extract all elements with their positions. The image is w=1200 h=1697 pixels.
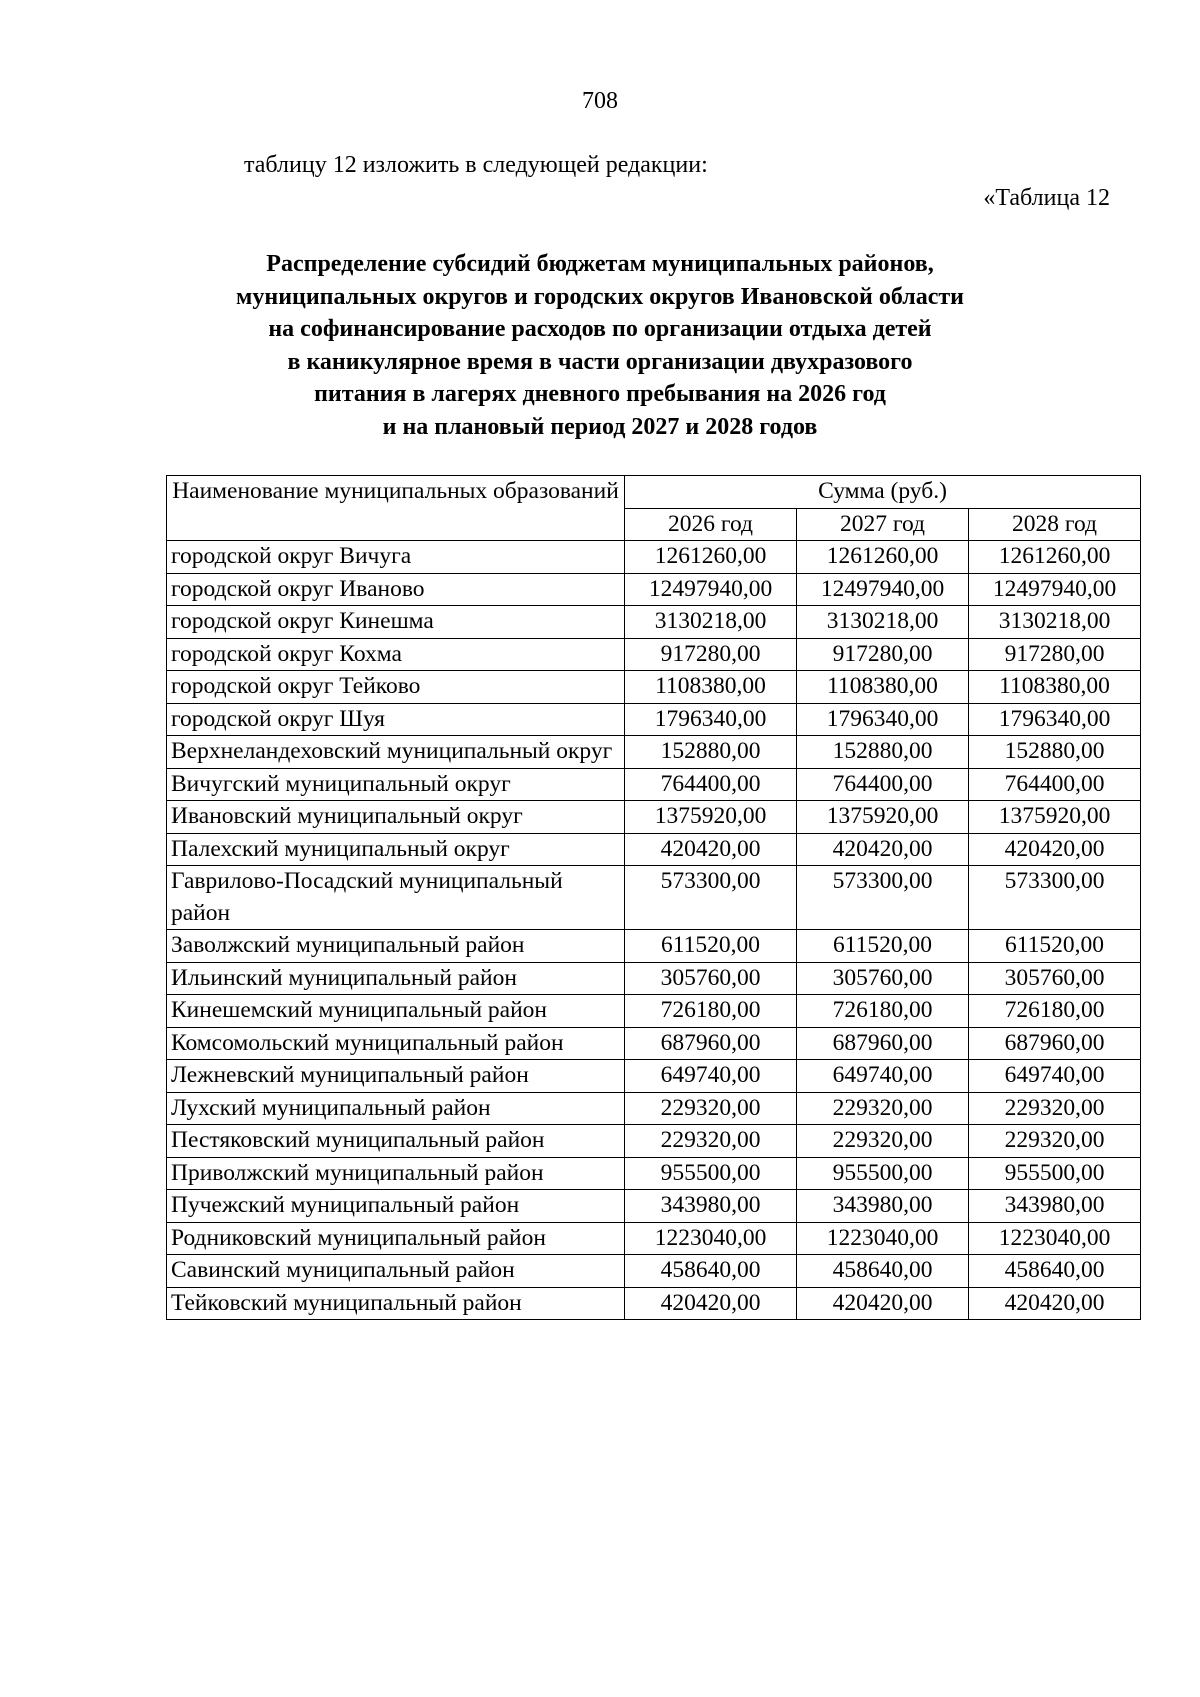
amount-2026: 12497940,00 bbox=[625, 573, 797, 606]
subsidy-table bbox=[166, 475, 1141, 1320]
amount-2026: 305760,00 bbox=[625, 962, 797, 995]
municipality-name: Родниковский муниципальный район bbox=[167, 1222, 625, 1255]
title-line: муниципальных округов и городских округов Ивановской области bbox=[236, 283, 964, 310]
header-year-2028: 2028 год bbox=[969, 508, 1141, 541]
amount-2027: 1796340,00 bbox=[797, 703, 969, 736]
amount-2027: 1261260,00 bbox=[797, 541, 969, 574]
amount-2028: 458640,00 bbox=[969, 1255, 1141, 1288]
table-row bbox=[167, 801, 1141, 834]
table-row bbox=[167, 833, 1141, 866]
amount-2028: 3130218,00 bbox=[969, 606, 1141, 639]
amount-2027: 229320,00 bbox=[797, 1125, 969, 1158]
amount-2027: 343980,00 bbox=[797, 1190, 969, 1223]
amount-2028: 649740,00 bbox=[969, 1060, 1141, 1093]
table-row bbox=[167, 1092, 1141, 1125]
amount-2027: 726180,00 bbox=[797, 995, 969, 1028]
table-row bbox=[167, 1287, 1141, 1320]
amount-2028: 343980,00 bbox=[969, 1190, 1141, 1223]
municipality-name: Ильинский муниципальный район bbox=[167, 962, 625, 995]
municipality-name: Пучежский муниципальный район bbox=[167, 1190, 625, 1223]
amount-2027: 305760,00 bbox=[797, 962, 969, 995]
table-row bbox=[167, 866, 1141, 930]
amount-2028: 955500,00 bbox=[969, 1157, 1141, 1190]
amount-2026: 229320,00 bbox=[625, 1125, 797, 1158]
municipality-name: Комсомольский муниципальный район bbox=[167, 1027, 625, 1060]
municipality-name: Лухский муниципальный район bbox=[167, 1092, 625, 1125]
municipality-name: городской округ Иваново bbox=[167, 573, 625, 606]
municipality-name: городской округ Кинешма bbox=[167, 606, 625, 639]
municipality-name: городской округ Шуя bbox=[167, 703, 625, 736]
municipality-name: Палехский муниципальный округ bbox=[167, 833, 625, 866]
header-name: Наименование муниципальных образований bbox=[167, 476, 625, 541]
amount-2026: 229320,00 bbox=[625, 1092, 797, 1125]
amount-2026: 955500,00 bbox=[625, 1157, 797, 1190]
municipality-name: городской округ Вичуга bbox=[167, 541, 625, 574]
municipality-name: Верхнеландеховский муниципальный округ bbox=[167, 736, 625, 769]
amount-2027: 420420,00 bbox=[797, 1287, 969, 1320]
title-line: и на плановый период 2027 и 2028 годов bbox=[382, 413, 818, 440]
municipality-name: Ивановский муниципальный округ bbox=[167, 801, 625, 834]
amount-2028: 305760,00 bbox=[969, 962, 1141, 995]
header-sum: Сумма (руб.) bbox=[625, 476, 1141, 509]
amount-2026: 1796340,00 bbox=[625, 703, 797, 736]
municipality-name: Пестяковский муниципальный район bbox=[167, 1125, 625, 1158]
amount-2027: 1375920,00 bbox=[797, 801, 969, 834]
table-row bbox=[167, 768, 1141, 801]
table-row bbox=[167, 573, 1141, 606]
table-row bbox=[167, 962, 1141, 995]
table-row bbox=[167, 1060, 1141, 1093]
amount-2027: 152880,00 bbox=[797, 736, 969, 769]
table-row bbox=[167, 703, 1141, 736]
amount-2026: 573300,00 bbox=[625, 866, 797, 930]
amount-2026: 3130218,00 bbox=[625, 606, 797, 639]
table-row bbox=[167, 606, 1141, 639]
amount-2027: 573300,00 bbox=[797, 866, 969, 930]
intro-text: таблицу 12 изложить в следующей редакции: bbox=[244, 152, 708, 178]
table-row bbox=[167, 995, 1141, 1028]
amount-2026: 917280,00 bbox=[625, 638, 797, 671]
amount-2027: 420420,00 bbox=[797, 833, 969, 866]
amount-2026: 152880,00 bbox=[625, 736, 797, 769]
header-year-2026: 2026 год bbox=[625, 508, 797, 541]
amount-2027: 687960,00 bbox=[797, 1027, 969, 1060]
amount-2026: 687960,00 bbox=[625, 1027, 797, 1060]
amount-2026: 611520,00 bbox=[625, 930, 797, 963]
municipality-name: Тейковский муниципальный район bbox=[167, 1287, 625, 1320]
page-number: 708 bbox=[582, 88, 618, 114]
title-line: Распределение субсидий бюджетам муниципальных районов, bbox=[266, 251, 934, 277]
document-title bbox=[150, 248, 1050, 443]
table-row bbox=[167, 1222, 1141, 1255]
amount-2026: 458640,00 bbox=[625, 1255, 797, 1288]
amount-2027: 1108380,00 bbox=[797, 671, 969, 704]
table-label: «Таблица 12 bbox=[983, 185, 1110, 211]
municipality-name: Лежневский муниципальный район bbox=[167, 1060, 625, 1093]
table-row bbox=[167, 930, 1141, 963]
table-body bbox=[167, 541, 1141, 1320]
amount-2028: 687960,00 bbox=[969, 1027, 1141, 1060]
amount-2026: 1223040,00 bbox=[625, 1222, 797, 1255]
amount-2028: 420420,00 bbox=[969, 1287, 1141, 1320]
amount-2028: 1796340,00 bbox=[969, 703, 1141, 736]
header-year-2027: 2027 год bbox=[797, 508, 969, 541]
amount-2027: 649740,00 bbox=[797, 1060, 969, 1093]
amount-2026: 764400,00 bbox=[625, 768, 797, 801]
amount-2027: 3130218,00 bbox=[797, 606, 969, 639]
amount-2028: 611520,00 bbox=[969, 930, 1141, 963]
amount-2028: 1261260,00 bbox=[969, 541, 1141, 574]
amount-2027: 229320,00 bbox=[797, 1092, 969, 1125]
municipality-name: Савинский муниципальный район bbox=[167, 1255, 625, 1288]
amount-2027: 917280,00 bbox=[797, 638, 969, 671]
title-line: на софинансирование расходов по организации отдыха детей bbox=[268, 316, 932, 342]
amount-2028: 764400,00 bbox=[969, 768, 1141, 801]
amount-2026: 420420,00 bbox=[625, 1287, 797, 1320]
title-line: в каникулярное время в части организации двухразового bbox=[287, 348, 913, 375]
municipality-name: Кинешемский муниципальный район bbox=[167, 995, 625, 1028]
amount-2028: 573300,00 bbox=[969, 866, 1141, 930]
amount-2026: 343980,00 bbox=[625, 1190, 797, 1223]
amount-2027: 1223040,00 bbox=[797, 1222, 969, 1255]
municipality-name: Заволжский муниципальный район bbox=[167, 930, 625, 963]
amount-2028: 1375920,00 bbox=[969, 801, 1141, 834]
amount-2028: 1223040,00 bbox=[969, 1222, 1141, 1255]
municipality-name: Вичугский муниципальный округ bbox=[167, 768, 625, 801]
table-row bbox=[167, 1157, 1141, 1190]
amount-2028: 152880,00 bbox=[969, 736, 1141, 769]
municipality-name: городской округ Тейково bbox=[167, 671, 625, 704]
table-row bbox=[167, 1027, 1141, 1060]
table-row bbox=[167, 1125, 1141, 1158]
municipality-name: Гаврилово-Посадский муниципальный район bbox=[167, 866, 625, 930]
amount-2026: 1108380,00 bbox=[625, 671, 797, 704]
municipality-name: Приволжский муниципальный район bbox=[167, 1157, 625, 1190]
amount-2026: 420420,00 bbox=[625, 833, 797, 866]
amount-2028: 917280,00 bbox=[969, 638, 1141, 671]
table-row bbox=[167, 1190, 1141, 1223]
title-line: питания в лагерях дневного пребывания на 2026 год bbox=[314, 381, 886, 407]
table-row bbox=[167, 541, 1141, 574]
amount-2026: 1261260,00 bbox=[625, 541, 797, 574]
amount-2028: 229320,00 bbox=[969, 1125, 1141, 1158]
amount-2028: 420420,00 bbox=[969, 833, 1141, 866]
amount-2028: 1108380,00 bbox=[969, 671, 1141, 704]
amount-2028: 726180,00 bbox=[969, 995, 1141, 1028]
table-row bbox=[167, 1255, 1141, 1288]
amount-2027: 611520,00 bbox=[797, 930, 969, 963]
amount-2028: 12497940,00 bbox=[969, 573, 1141, 606]
amount-2026: 649740,00 bbox=[625, 1060, 797, 1093]
municipality-name: городской округ Кохма bbox=[167, 638, 625, 671]
amount-2026: 1375920,00 bbox=[625, 801, 797, 834]
amount-2027: 955500,00 bbox=[797, 1157, 969, 1190]
table-row bbox=[167, 736, 1141, 769]
amount-2027: 458640,00 bbox=[797, 1255, 969, 1288]
amount-2027: 12497940,00 bbox=[797, 573, 969, 606]
table-row bbox=[167, 671, 1141, 704]
amount-2028: 229320,00 bbox=[969, 1092, 1141, 1125]
table-header-row bbox=[167, 476, 1141, 509]
amount-2027: 764400,00 bbox=[797, 768, 969, 801]
table-row bbox=[167, 638, 1141, 671]
amount-2026: 726180,00 bbox=[625, 995, 797, 1028]
